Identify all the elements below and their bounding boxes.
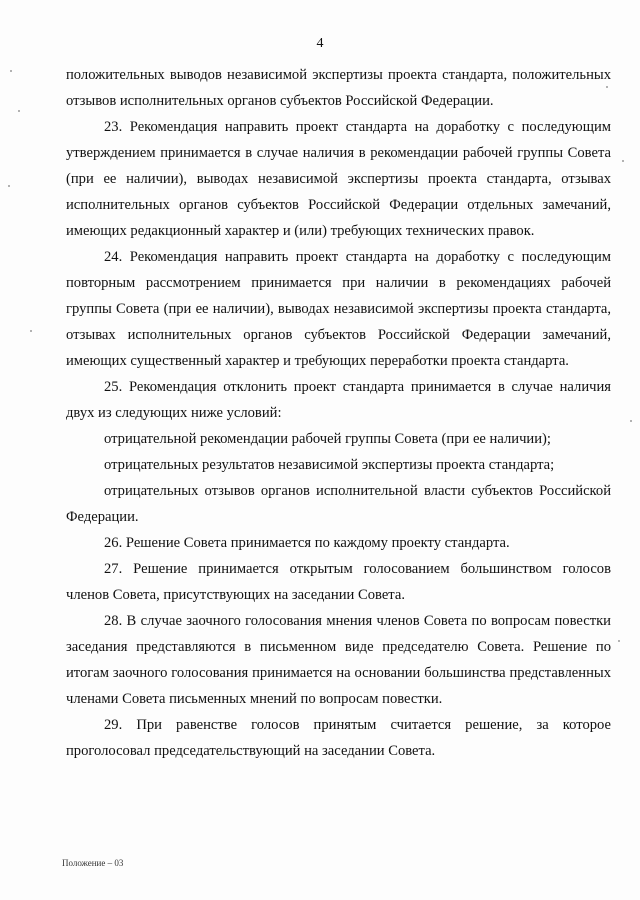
paragraph-25: 25. Рекомендация отклонить проект стандарта принимается в случае наличия двух из следующих ниже условий:: [66, 379, 611, 421]
paragraph-24: 24. Рекомендация направить проект стандарта на доработку с последующим повторным рассмотрением принимается при наличии в рекомендациях рабочей группы Совета (при ее наличии), выводах независимой экспертизы проекта стандарта, отзывах исполнительных органов субъектов Российской Федерации замечаний, имеющих существенный характер и требующих переработки проекта стандарта.: [66, 249, 611, 369]
scan-speck: [618, 640, 620, 642]
paragraph-28: 28. В случае заочного голосования мнения членов Совета по вопросам повестки заседания представляются в письменном виде председателю Совета. Решение по итогам заочного голосования принимается на основании большинства представленных членами Совета письменных мнений по вопросам повестки.: [66, 613, 611, 707]
scan-speck: [630, 420, 632, 422]
paragraph-23: 23. Рекомендация направить проект стандарта на доработку с последующим утверждением принимается в случае наличия в рекомендации рабочей группы Совета (при ее наличии), выводах независимой экспертизы проекта стандарта, отзывах исполнительных органов субъектов Российской Федерации отдельных замечаний, имеющих редакционный характер и (или) требующих технических правок.: [66, 119, 611, 239]
paragraph-29: 29. При равенстве голосов принятым считается решение, за которое проголосовал председательствующий на заседании Совета.: [66, 717, 611, 759]
condition-item: отрицательных результатов независимой экспертизы проекта стандарта;: [104, 457, 555, 473]
footer-label: Положение – 03: [62, 858, 124, 868]
scan-speck: [18, 110, 20, 112]
paragraph-continuation: положительных выводов независимой экспертизы проекта стандарта, положительных отзывов исполнительных органов субъектов Российской Федерации.: [66, 67, 611, 109]
scan-speck: [8, 185, 10, 187]
paragraph-27: 27. Решение принимается открытым голосованием большинством голосов членов Совета, присутствующих на заседании Совета.: [66, 561, 611, 603]
scan-speck: [622, 160, 624, 162]
condition-item: отрицательной рекомендации рабочей группы Совета (при ее наличии);: [104, 431, 551, 447]
condition-item: отрицательных отзывов органов исполнительной власти субъектов Российской Федерации.: [66, 483, 611, 525]
scan-speck: [606, 86, 608, 88]
scan-speck: [10, 70, 12, 72]
paragraph-26: 26. Решение Совета принимается по каждому проекту стандарта.: [104, 535, 510, 551]
scan-speck: [30, 330, 32, 332]
document-body: [66, 62, 611, 764]
page-number: 4: [316, 36, 324, 51]
